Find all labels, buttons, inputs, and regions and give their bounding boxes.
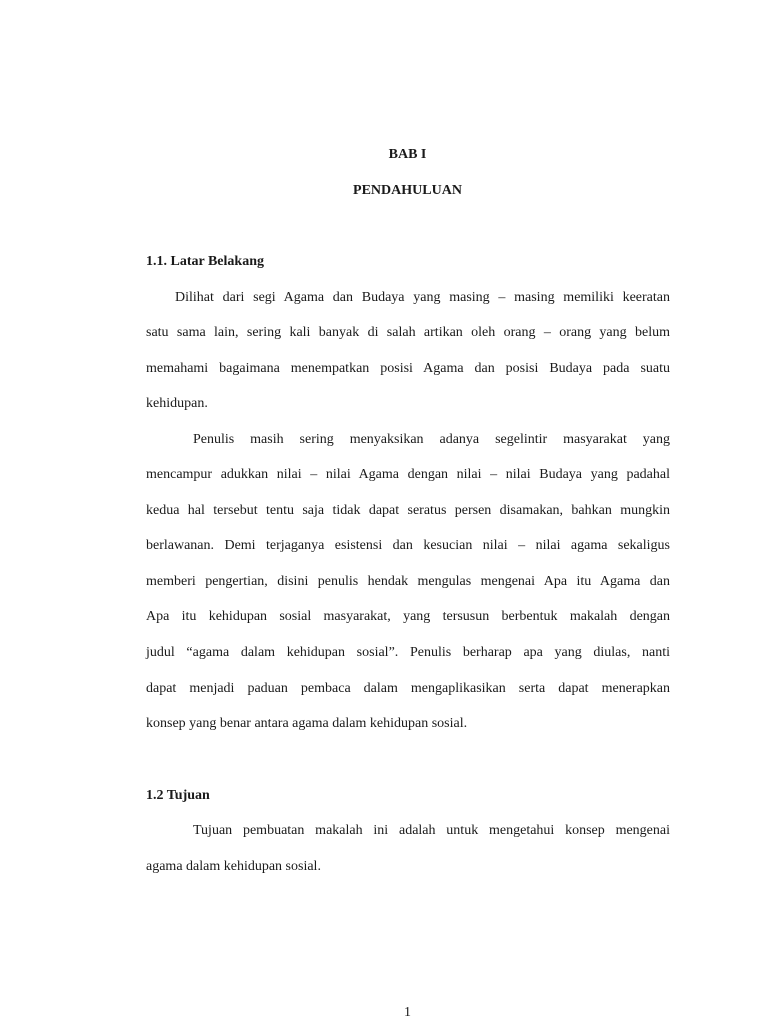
paragraph-line: kedua hal tersebut tentu saja tidak dapat seratus persen disamakan, bahkan mungkin xyxy=(146,503,670,518)
paragraph-line: konsep yang benar antara agama dalam kehidupan sosial. xyxy=(146,716,468,731)
paragraph-line: Dilihat dari segi Agama dan Budaya yang masing – masing memiliki keeratan xyxy=(175,290,670,305)
chapter-title: PENDAHULUAN xyxy=(353,183,462,198)
section-heading-tujuan: 1.2 Tujuan xyxy=(146,788,210,803)
paragraph-line: Tujuan pembuatan makalah ini adalah untuk mengetahui konsep mengenai xyxy=(193,823,670,838)
paragraph-line: Penulis masih sering menyaksikan adanya segelintir masyarakat yang xyxy=(193,432,670,447)
paragraph-line: agama dalam kehidupan sosial. xyxy=(146,859,321,874)
paragraph-line: berlawanan. Demi terjaganya esistensi dan kesucian nilai – nilai agama sekaligus xyxy=(146,538,670,553)
paragraph-line: satu sama lain, sering kali banyak di salah artikan oleh orang – orang yang belum xyxy=(146,325,670,340)
chapter-label: BAB I xyxy=(388,147,427,162)
section-heading-latar-belakang: 1.1. Latar Belakang xyxy=(146,254,264,269)
paragraph-line: memahami bagaimana menempatkan posisi Agama dan posisi Budaya pada suatu xyxy=(146,361,670,376)
paragraph-line: kehidupan. xyxy=(146,396,208,411)
paragraph-line: memberi pengertian, disini penulis hendak mengulas mengenai Apa itu Agama dan xyxy=(146,574,670,589)
page-number: 1 xyxy=(404,1005,411,1020)
paragraph-line: judul “agama dalam kehidupan sosial”. Penulis berharap apa yang diulas, nanti xyxy=(146,645,670,660)
paragraph-line: mencampur adukkan nilai – nilai Agama dengan nilai – nilai Budaya yang padahal xyxy=(146,467,670,482)
paragraph-line: dapat menjadi paduan pembaca dalam mengaplikasikan serta dapat menerapkan xyxy=(146,681,670,696)
paragraph-line: Apa itu kehidupan sosial masyarakat, yang tersusun berbentuk makalah dengan xyxy=(146,609,670,624)
